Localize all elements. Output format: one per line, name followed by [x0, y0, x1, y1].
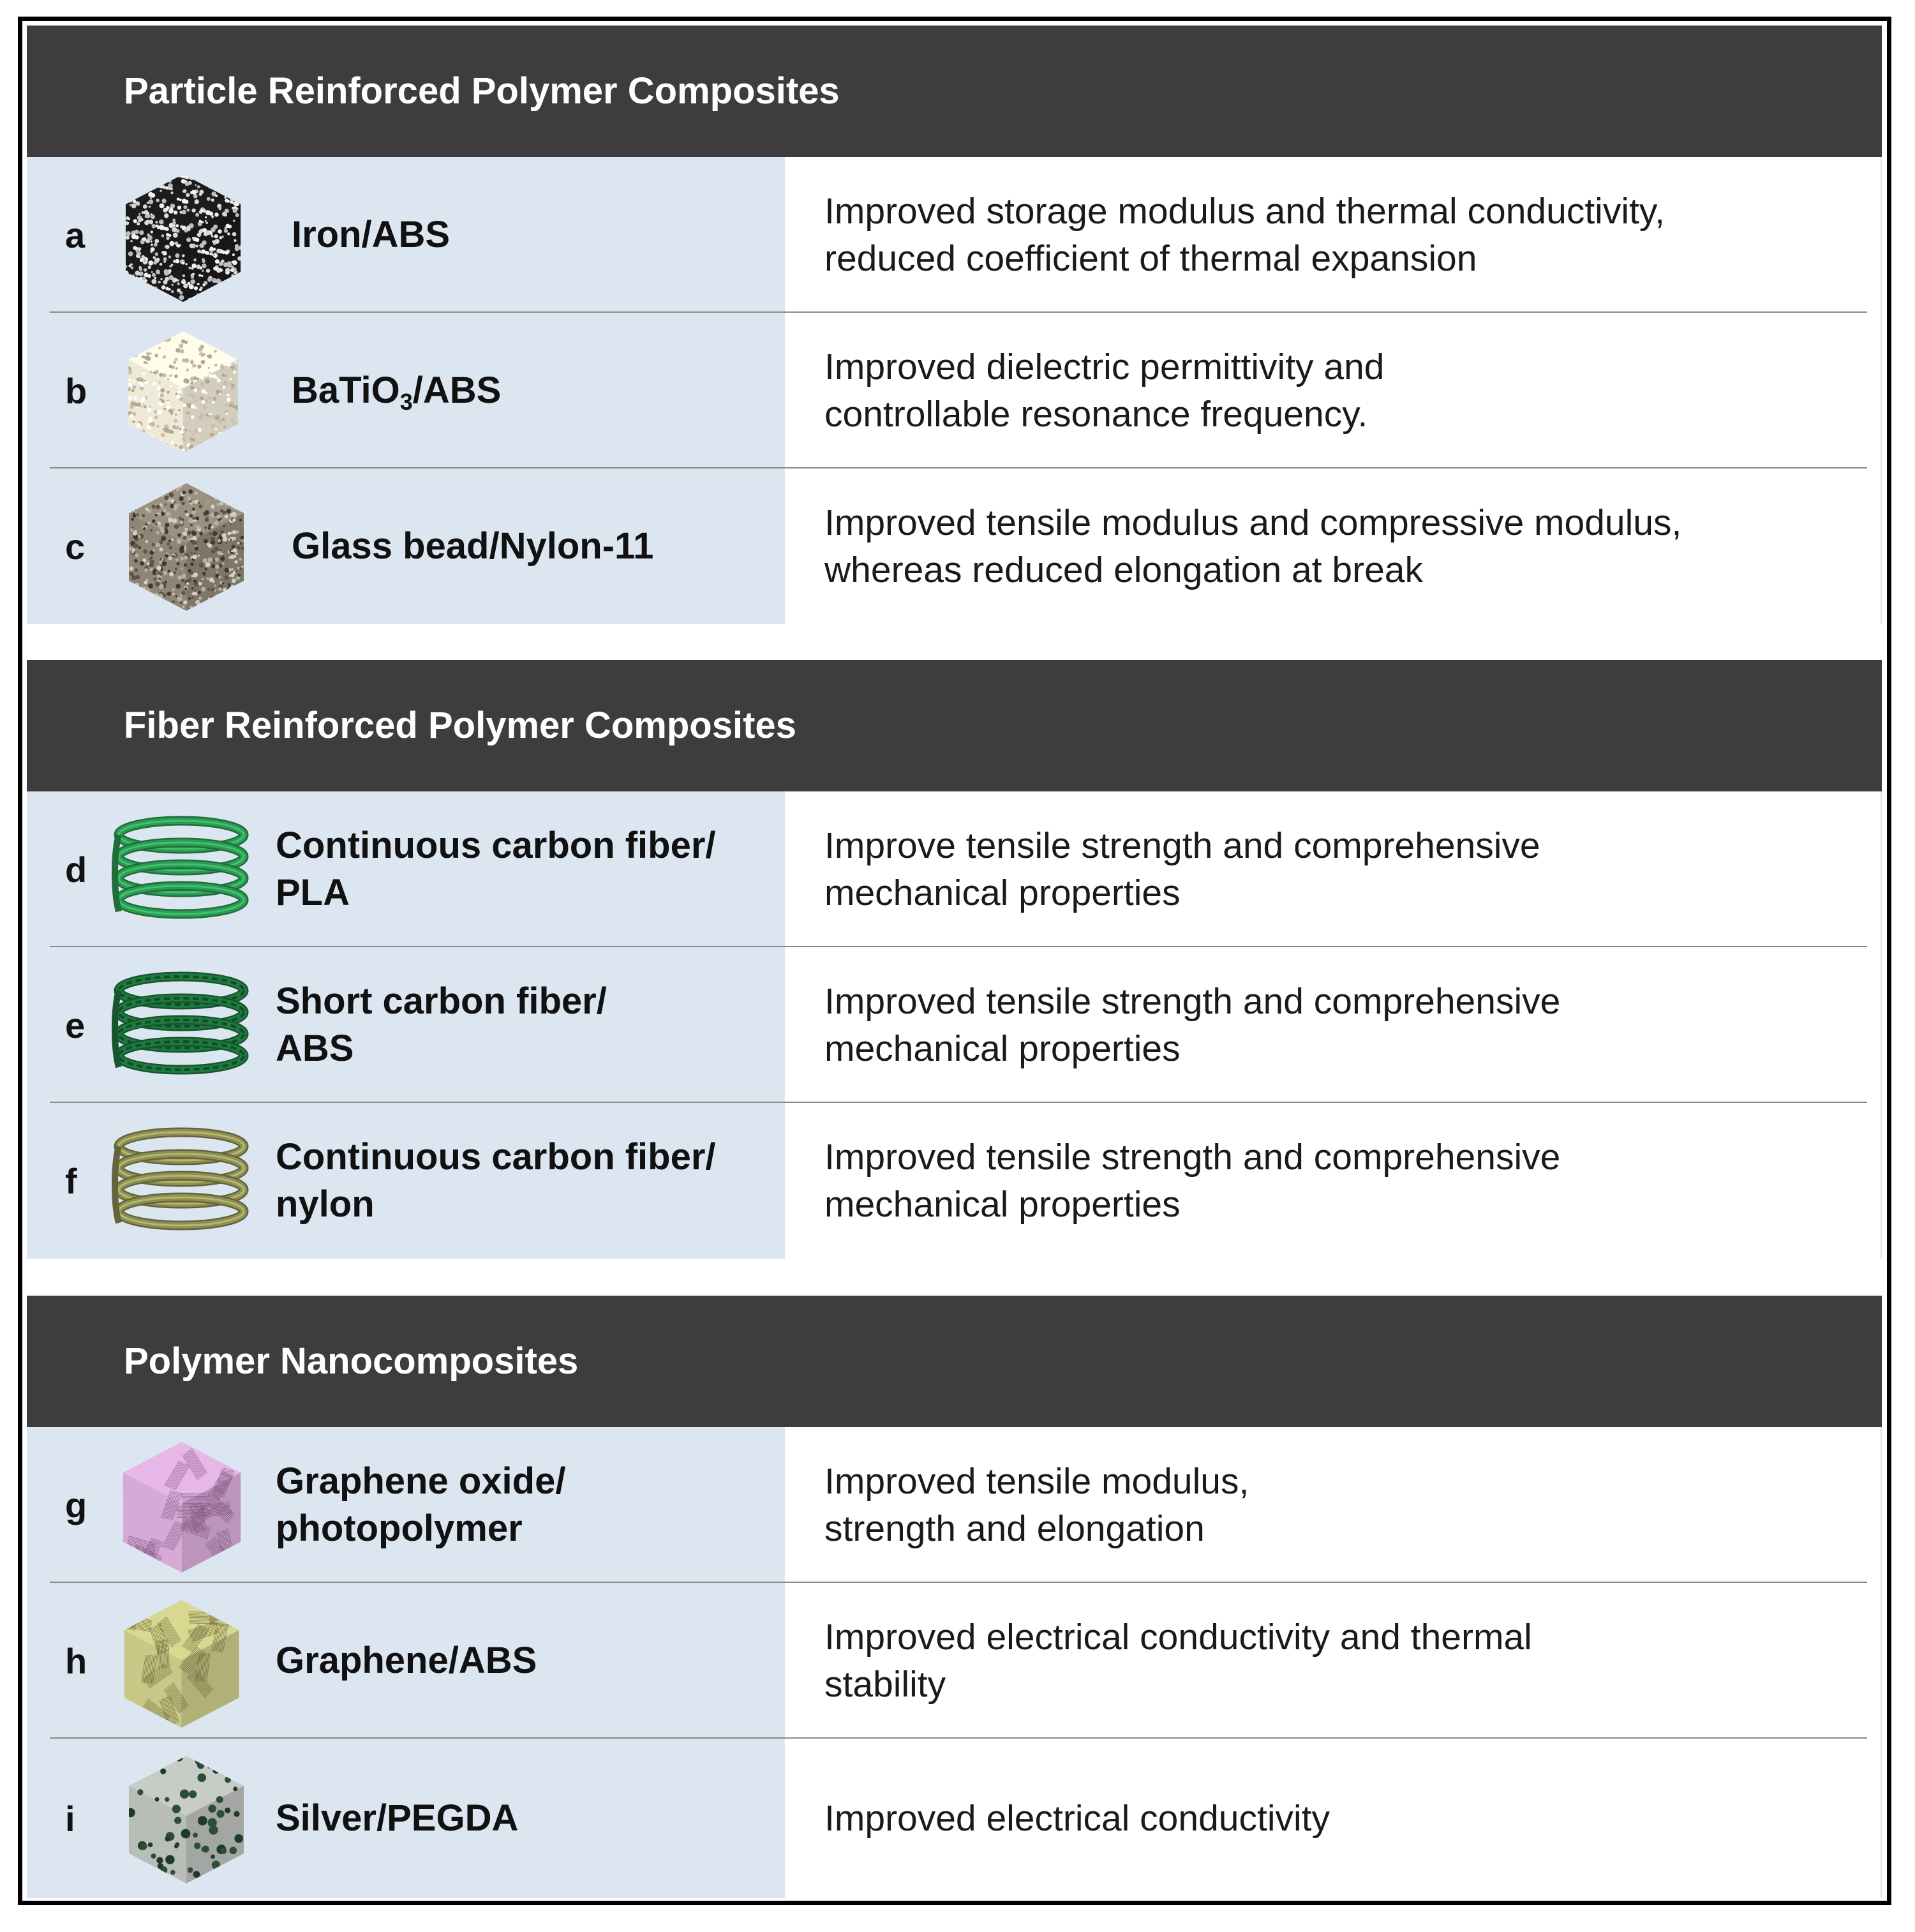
material-name: Continuous carbon fiber/ nylon	[276, 1136, 716, 1225]
property-description: Improved electrical conductivity	[824, 1798, 1330, 1839]
continuous-fiber-coil-icon	[110, 816, 253, 927]
table-row	[27, 1583, 1882, 1739]
material-name: Glass bead/Nylon-11	[292, 525, 654, 567]
property-description: Improved tensile strength and comprehensive mechanical properties	[824, 1137, 1561, 1225]
property-description: Improved tensile strength and comprehensive mechanical properties	[824, 981, 1561, 1069]
row-letter: c	[65, 526, 86, 567]
nylon-fiber-coil-icon	[110, 1127, 253, 1239]
short-fiber-coil-icon	[110, 971, 253, 1083]
batio3-particle-cube-icon	[119, 328, 247, 459]
material-name: Silver/PEGDA	[276, 1797, 519, 1839]
property-description: Improved storage modulus and thermal conductivity, reduced coefficient of thermal expansion	[824, 191, 1665, 279]
section-fiber	[27, 660, 1882, 1262]
section-title: Polymer Nanocomposites	[124, 1340, 579, 1382]
graphene-oxide-cube-icon	[115, 1439, 249, 1579]
table-row	[27, 1427, 1882, 1583]
material-name: BaTiO$_3$/ABS	[292, 370, 502, 415]
iron-particle-cube-icon	[119, 171, 247, 308]
section-header	[27, 26, 1882, 157]
table-row	[27, 1739, 1882, 1898]
property-description: Improved dielectric permittivity and controllable resonance frequency.	[824, 347, 1385, 435]
property-description: Improved tensile modulus and compressive modulus, whereas reduced elongation at break	[824, 502, 1682, 590]
table-row	[27, 791, 1882, 947]
table-row	[27, 157, 1882, 313]
material-name: Short carbon fiber/ ABS	[276, 980, 607, 1069]
row-letter: i	[65, 1798, 75, 1839]
section-header	[27, 660, 1882, 791]
section-header	[27, 1296, 1882, 1427]
row-letter: h	[65, 1640, 87, 1681]
row-letter: d	[65, 849, 87, 890]
property-description: Improved electrical conductivity and thermal stability	[824, 1617, 1532, 1705]
row-letter: f	[65, 1160, 77, 1201]
material-name: Graphene/ABS	[276, 1640, 537, 1681]
table-row	[27, 1103, 1882, 1259]
section-title: Fiber Reinforced Polymer Composites	[124, 705, 796, 746]
row-letter: b	[65, 370, 87, 411]
table-row	[27, 947, 1882, 1103]
graphene-cube-icon	[116, 1597, 247, 1734]
row-letter: a	[65, 214, 86, 255]
table-row	[27, 468, 1882, 624]
property-description: Improved tensile modulus, strength and elongation	[824, 1461, 1249, 1549]
material-name: Iron/ABS	[292, 214, 451, 255]
section-nano	[27, 1296, 1882, 1898]
row-letter: e	[65, 1005, 86, 1045]
material-name: Continuous carbon fiber/ PLA	[276, 825, 716, 913]
glass-bead-particle-cube-icon	[123, 480, 250, 617]
row-letter: g	[65, 1485, 87, 1525]
material-name: Graphene oxide/ photopolymer	[276, 1460, 566, 1549]
section-particle	[27, 26, 1882, 628]
table-row	[27, 313, 1882, 468]
section-title: Particle Reinforced Polymer Composites	[124, 70, 840, 112]
property-description: Improve tensile strength and comprehensive mechanical properties	[824, 825, 1540, 913]
silver-particle-cube-icon	[123, 1753, 250, 1890]
